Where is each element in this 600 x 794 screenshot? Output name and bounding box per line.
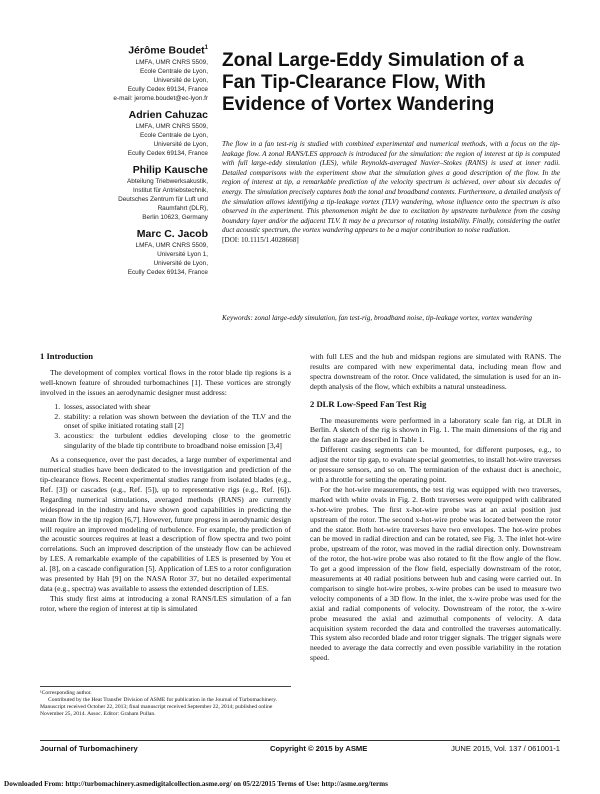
affiliation-line: Université de Lyon, [153,76,208,84]
paper-title: Zonal Large-Eddy Simulation of a Fan Tip-Clearance Flow, With Evidence of Vortex Wandering [222,50,524,115]
author-email[interactable]: e-mail: jerome.boudet@ec-lyon.fr [113,94,208,102]
affiliation-line: Ecole Centrale de Lyon, [140,67,208,75]
download-notice: Downloaded From: http://turbomachinery.asmedigitalcollection.asme.org/ on 05/22/2015 Terms of Use: http://asme.org/terms [4,780,388,788]
author-3 [18,164,208,222]
keywords: Keywords: zonal large-eddy simulation, fan test-rig, broadband noise, tip-leakage vortex, vortex wandering [222,314,533,322]
author-1 [18,42,208,103]
author-footnote-mark: 1 [204,45,208,51]
affiliation-line: Université Lyon 1, [157,250,208,258]
list-item: 1. losses, associated with shear [62,402,291,412]
paragraph: The measurements were performed in a laboratory scale fan rig, at DLR in Berlin. A sketch of the rig is shown in Fig. 1. The main dimensions of the rig and the fan stage are described in Table 1. [310,415,561,445]
volume-info: JUNE 2015, Vol. 137 / 061001-1 [451,744,560,753]
paragraph: This study first aims at introducing a zonal RANS/LES simulation of a fan rotor, where the region of interest at tip is simulated [40,593,291,613]
footnote [40,686,291,718]
copyright: Copyright © 2015 by ASME [270,744,368,753]
affiliation-line: Université de Lyon, [153,259,208,267]
affiliation-line: Ecully Cedex 69134, France [127,149,208,157]
paragraph: with full LES and the hub and midspan regions are simulated with RANS. The results are compared with new experimental data, including mean flow and spectra downstream of the rotor. Once validated, the simulation is used for an in-depth analysis of the flow, which exhibits a natural unsteadiness. [310,352,561,391]
affiliation-line: LMFA, UMR CNRS 5509, [135,122,208,130]
author-name: Jérôme Boudet [128,44,205,57]
corresponding-author-note: ¹Corresponding author. [40,690,92,696]
paragraph: The development of complex vortical flows in the rotor blade tip regions is a well-known feature of shrouded turbomachines [1]. These vortices are strongly involved in the issues an aerodynamic designer must address: [40,367,291,397]
paragraph: As a consequence, over the past decades, a large number of experimental and numerical studies have been dedicated to the investigation and prediction of the tip-clearance flows. Recent experimental studies range from isolated blades (e.g., Ref. [3]) or cascades (e.g., Ref. [5]), up to representative rigs (e.g., Ref. [6]). Regarding numerical simulations, averaged methods (RANS) are currently widespread in the industry and have shown good capabilities in predicting the mean flow in the tip region [6,7]. However, future progress in aerodynamic design will require an improved modeling of turbulence. For example, the prediction of the acoustic sources requires at least a description of flow spectra and two point correlations. Such an improved description of the unsteady flow can be achieved by LES. A remarkable example of the capabilities of LES is presented by You et al. [8], on a cascade configuration [5]. Application of LES to a rotor configuration was presented by Hah [9] on the NASA Rotor 37, but no detailed experimental data (e.g., spectra) was available to assess the extended description of LES. [40,455,291,593]
affiliation-line: Ecully Cedex 69134, France [127,85,208,93]
affiliation-line: LMFA, UMR CNRS 5509, [135,241,208,249]
section-heading-introduction: 1 Introduction [40,351,94,361]
abstract [222,140,560,246]
journal-name: Journal of Turbomachinery [40,744,138,753]
author-2 [18,109,208,158]
doi-link[interactable]: [DOI: 10.1115/1.4028668] [222,235,299,244]
paragraph: For the hot-wire measurements, the test rig was equipped with two traverses, marked with white ovals in Fig. 2. Both traverses were equipped with calibrated x-hot-wire probes. The first x-hot-wire probe was at an axial position just upstream of the rotor. The second x-hot-wire probe was located between the rotor and the stator. Both hot-wire traverses have two envelopes. The hot-wire probes can be moved in radial direction and can be rotated, see Fig. 3. The inlet hot-wire probe, upstream of the rotor, was moved in the radial direction only. Downstream of the rotor, the hot-wire probe was also rotated to fit the flow angle of the flow. To get a good impression of the flow field, especially downstream of the rotor, measurements at 40 radial positions between hub and casing were carried out. In comparison to single hot-wire probes, x-wire probes can be used to measure two velocity components of a 3D flow. In the inlet, the x-wire probe was used for the axial and radial components of velocity. Downstream of the rotor, the x-wire probe measured the axial and azimuthal components of velocity. A data acquisition system recorded the data and controlled the traverses automatically. This system also recorded blade and rotor trigger signals. The trigger signals were needed to average the data correctly and even possible variability in the rotation speed. [310,484,561,663]
list-item: 3. acoustics: the turbulent eddies developing close to the geometric singularity of the blade tip contribute to broadband noise emission [3,4] [62,431,291,451]
affiliation-line: Raumfahrt (DLR), [157,204,208,212]
affiliation-line: Deutsches Zentrum für Luft und [118,195,208,203]
section-heading-dlr-rig: 2 DLR Low-Speed Fan Test Rig [310,398,427,409]
affiliation-line: Ecully Cedex 69134, France [127,268,208,276]
affiliation-line: Abteilung Triebwerksakustik, [127,177,208,185]
right-column [310,352,561,663]
affiliation-line: Institut für Antriebstechnik, [133,186,208,194]
author-name: Philip Kausche [132,163,208,176]
page-footer [40,744,560,756]
left-column [40,352,291,614]
affiliation-line: Université de Lyon, [153,140,208,148]
author-name: Marc C. Jacob [136,227,208,240]
author-list [18,42,208,283]
affiliation-line: Berlin 10623, Germany [142,213,208,221]
list-item: 2. stability: a relation was shown between the deviation of the TLV and the onset of spike initiated rotating stall [2] [62,412,291,432]
affiliation-line: LMFA, UMR CNRS 5509, [135,58,208,66]
affiliation-line: Ecole Centrale de Lyon, [140,131,208,139]
abstract-text: The flow in a fan test-rig is studied with combined experimental and numerical methods, with a focus on the tip-leakage flow. A zonal RANS/LES approach is introduced for the simulation: the region of interest at tip is computed with full large-eddy simulation (LES), while Reynolds-averaged Navier–Stokes (RANS) is used at inner radii. Detailed comparisons with the experiment show that the simulation gives a good description of the flow. In the region of interest at tip, a remarkable prediction of the velocity spectrum is achieved, over about six decades of energy. The simulation precisely captures both the tonal and broadband contents. Furthermore, a detailed analysis of the simulation allows identifying a tip-leakage vortex (TLV) wandering, whose influence onto the spectrum is also observed in the experiment. This phenomenon might be due to excitation by upstream turbulence from the casing boundary layer and/or the adjacent TLV. It may be a precursor of rotating instability. Finally, considering the outlet duct acoustic spectrum, the vortex wandering appears to be a major contribution to noise radiation. [222,140,560,235]
concerns-list [40,402,291,452]
author-4 [18,228,208,277]
author-name: Adrien Cahuzac [128,108,208,121]
submission-note: Contributed by the Heat Transfer Division of ASME for publication in the Journal of Turbomachinery. Manuscript received October 22, 2013; final manuscript received September 22, 2014; published online November 25, 2014. Assoc. Editor: Graham Pullan. [40,697,278,717]
paragraph: Different casing segments can be mounted, for different purposes, e.g., to adjust the rotor tip gap, to evaluate special geometries, to install hot-wire traverses or pressure sensors, and so on. The termination of the exhaust duct is anechoic, with a throttle for setting the operating point. [310,445,561,484]
footer-rule [40,740,560,741]
